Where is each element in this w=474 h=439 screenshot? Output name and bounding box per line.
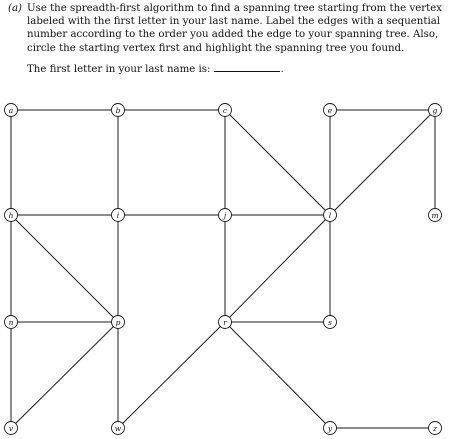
- vertex-h[interactable]: [5, 209, 18, 222]
- edge-r-y: [225, 322, 330, 428]
- edge-p-v: [11, 322, 118, 428]
- vertex-label-h: h: [8, 210, 14, 220]
- vertex-label-b: b: [115, 105, 121, 115]
- last-name-prompt-text: The first letter in your last name is:: [27, 64, 211, 75]
- vertex-label-a: a: [8, 105, 14, 115]
- vertex-p[interactable]: [112, 316, 125, 329]
- vertex-j[interactable]: [219, 209, 232, 222]
- vertex-w[interactable]: [112, 422, 125, 435]
- vertex-label-w: w: [114, 423, 122, 433]
- edge-g-l: [330, 110, 435, 215]
- vertex-z[interactable]: [429, 422, 442, 435]
- vertex-label-s: s: [328, 317, 332, 327]
- problem-text: Use the spreadth-first algorithm to find a spanning tree starting from the vertex labeled with the first letter in your last name. Label the edges with a sequential number according to the order you added the edge to your spanning tree. Also, circle the starting vertex first and highlight the spanning tree you found.: [27, 3, 442, 54]
- vertex-v[interactable]: [5, 422, 18, 435]
- vertex-e[interactable]: [324, 104, 337, 117]
- vertex-m[interactable]: [429, 209, 442, 222]
- vertex-label-p: p: [115, 317, 121, 327]
- vertex-label-j: j: [223, 210, 227, 220]
- vertex-label-v: v: [8, 423, 14, 433]
- vertex-l[interactable]: [324, 209, 337, 222]
- vertex-label-m: m: [431, 210, 439, 220]
- vertex-label-n: n: [8, 317, 14, 327]
- vertex-label-y: y: [327, 423, 333, 433]
- problem-label: (a): [8, 3, 23, 14]
- edge-c-l: [225, 110, 330, 215]
- vertex-a[interactable]: [5, 104, 18, 117]
- vertex-b[interactable]: [112, 104, 125, 117]
- edge-h-p: [11, 215, 118, 322]
- vertex-label-r: r: [223, 317, 227, 327]
- vertex-label-c: c: [222, 105, 228, 115]
- edge-r-w: [118, 322, 225, 428]
- graph-edges: [8, 110, 435, 428]
- vertex-s[interactable]: [324, 316, 337, 329]
- vertex-r[interactable]: [219, 316, 232, 329]
- vertex-g[interactable]: [429, 104, 442, 117]
- vertex-label-g: g: [432, 105, 438, 115]
- edge-l-r: [225, 215, 330, 322]
- vertex-i[interactable]: [112, 209, 125, 222]
- last-name-prompt-period: .: [280, 64, 284, 75]
- vertex-y[interactable]: [324, 422, 337, 435]
- vertex-label-e: e: [327, 105, 333, 115]
- vertex-label-l: l: [328, 210, 332, 220]
- vertex-label-i: i: [116, 210, 120, 220]
- vertex-c[interactable]: [219, 104, 232, 117]
- vertex-label-z: z: [433, 423, 437, 433]
- vertex-n[interactable]: [5, 316, 18, 329]
- graph-vertices: [5, 104, 442, 435]
